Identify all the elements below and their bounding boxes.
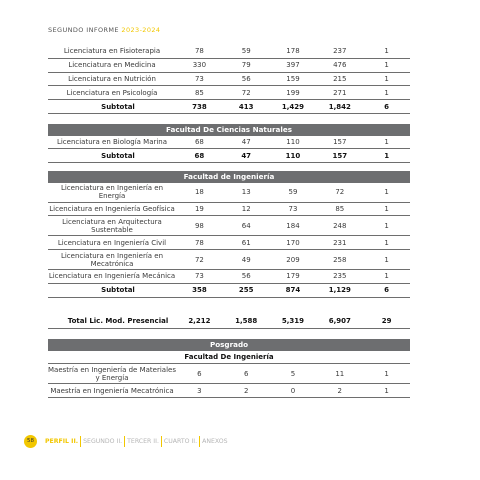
value-cell: 1 — [363, 202, 410, 216]
value-cell: 1 — [363, 136, 410, 149]
program-name-cell: Licenciatura en Ingeniería Geofísica — [48, 202, 176, 216]
value-cell: 237 — [316, 45, 363, 58]
value-cell: 738 — [176, 100, 223, 114]
value-cell: 330 — [176, 58, 223, 72]
value-cell: 59 — [270, 183, 317, 203]
header-year: 2023-2024 — [121, 26, 161, 34]
table-row — [48, 384, 410, 398]
value-cell: 6 — [363, 283, 410, 297]
table-engineering — [48, 171, 410, 298]
value-cell: 397 — [270, 58, 317, 72]
value-cell: 255 — [223, 283, 270, 297]
value-cell: 1 — [363, 364, 410, 384]
table-row — [48, 364, 410, 384]
value-cell: 1 — [363, 236, 410, 250]
value-cell: 2 — [223, 384, 270, 398]
program-name-cell: Licenciatura en Ingeniería en Energía — [48, 183, 176, 203]
value-cell: 157 — [316, 136, 363, 149]
value-cell: 56 — [223, 270, 270, 284]
value-cell: 29 — [363, 315, 410, 328]
footer-nav-item[interactable]: ANEXOS — [202, 437, 228, 445]
program-name-cell: Licenciatura en Biología Marina — [48, 136, 176, 149]
value-cell: 61 — [223, 236, 270, 250]
value-cell: 18 — [176, 183, 223, 203]
value-cell: 0 — [270, 384, 317, 398]
table-health-sciences — [48, 45, 410, 114]
value-cell: 79 — [223, 58, 270, 72]
table-row — [48, 86, 410, 100]
program-name-cell: Licenciatura en Ingeniería Mecánica — [48, 270, 176, 284]
value-cell: 2,212 — [176, 315, 223, 328]
footer-divider — [124, 436, 125, 447]
value-cell: 78 — [176, 236, 223, 250]
table-row — [48, 202, 410, 216]
value-cell: 13 — [223, 183, 270, 203]
value-cell: 258 — [316, 250, 363, 270]
value-cell: 49 — [223, 250, 270, 270]
value-cell: 1 — [363, 149, 410, 163]
table-row — [48, 72, 410, 86]
section-header-row — [48, 351, 410, 364]
value-cell: 5,319 — [270, 315, 317, 328]
table-row — [48, 100, 410, 114]
program-name-cell: Licenciatura en Ingeniería Civil — [48, 236, 176, 250]
footer-nav-item[interactable]: TERCER II. — [127, 437, 159, 445]
value-cell: 1,129 — [316, 283, 363, 297]
table-row — [48, 183, 410, 203]
section-header-row — [48, 171, 410, 183]
value-cell: 11 — [316, 364, 363, 384]
value-cell: 72 — [176, 250, 223, 270]
value-cell: 184 — [270, 216, 317, 236]
program-name-cell: Licenciatura en Fisioterapia — [48, 45, 176, 58]
section-header-row — [48, 339, 410, 351]
value-cell: 72 — [223, 86, 270, 100]
table-row — [48, 283, 410, 297]
value-cell: 271 — [316, 86, 363, 100]
value-cell: 215 — [316, 72, 363, 86]
section-title: Facultad De Ciencias Naturales — [48, 124, 410, 136]
table-row — [48, 250, 410, 270]
value-cell: 3 — [176, 384, 223, 398]
program-name-cell: Licenciatura en Nutrición — [48, 72, 176, 86]
value-cell: 110 — [270, 149, 317, 163]
document-footer — [24, 435, 228, 447]
table-natural-sciences — [48, 124, 410, 163]
value-cell: 157 — [316, 149, 363, 163]
value-cell: 1 — [363, 270, 410, 284]
value-cell: 6 — [363, 100, 410, 114]
value-cell: 85 — [176, 86, 223, 100]
value-cell: 178 — [270, 45, 317, 58]
program-name-cell: Licenciatura en Ingeniería en Mecatrónica — [48, 250, 176, 270]
value-cell: 1 — [363, 250, 410, 270]
value-cell: 209 — [270, 250, 317, 270]
value-cell: 1 — [363, 86, 410, 100]
document-header — [48, 26, 160, 34]
value-cell: 73 — [176, 270, 223, 284]
value-cell: 231 — [316, 236, 363, 250]
value-cell: 1,842 — [316, 100, 363, 114]
value-cell: 5 — [270, 364, 317, 384]
table-row — [48, 136, 410, 149]
table-row — [48, 45, 410, 58]
value-cell: 235 — [316, 270, 363, 284]
footer-divider — [199, 436, 200, 447]
section-title: Posgrado — [48, 339, 410, 351]
value-cell: 72 — [316, 183, 363, 203]
value-cell: 358 — [176, 283, 223, 297]
table-row — [48, 315, 410, 328]
footer-nav-item[interactable]: CUARTO II. — [163, 437, 198, 445]
program-name-cell: Subtotal — [48, 149, 176, 163]
value-cell: 56 — [223, 72, 270, 86]
value-cell: 159 — [270, 72, 317, 86]
program-name-cell: Licenciatura en Arquitectura Sustentable — [48, 216, 176, 236]
value-cell: 413 — [223, 100, 270, 114]
table-row — [48, 236, 410, 250]
value-cell: 85 — [316, 202, 363, 216]
page-number: 58 — [24, 435, 37, 448]
value-cell: 170 — [270, 236, 317, 250]
value-cell: 110 — [270, 136, 317, 149]
value-cell: 1 — [363, 384, 410, 398]
value-cell: 1,429 — [270, 100, 317, 114]
table-row — [48, 149, 410, 163]
value-cell: 19 — [176, 202, 223, 216]
program-name-cell: Maestría en Ingeniería Mecatrónica — [48, 384, 176, 398]
value-cell: 874 — [270, 283, 317, 297]
section-header-row — [48, 124, 410, 136]
value-cell: 2 — [316, 384, 363, 398]
value-cell: 6,907 — [316, 315, 363, 328]
value-cell: 47 — [223, 149, 270, 163]
program-name-cell: Licenciatura en Medicina — [48, 58, 176, 72]
footer-divider — [80, 436, 81, 447]
value-cell: 73 — [176, 72, 223, 86]
table-total — [48, 315, 410, 329]
table-row — [48, 58, 410, 72]
table-row — [48, 270, 410, 284]
value-cell: 68 — [176, 149, 223, 163]
program-name-cell: Subtotal — [48, 283, 176, 297]
value-cell: 179 — [270, 270, 317, 284]
value-cell: 47 — [223, 136, 270, 149]
value-cell: 199 — [270, 86, 317, 100]
value-cell: 78 — [176, 45, 223, 58]
value-cell: 98 — [176, 216, 223, 236]
value-cell: 6 — [223, 364, 270, 384]
program-name-cell: Subtotal — [48, 100, 176, 114]
footer-nav-item[interactable]: PERFIL II. — [45, 437, 79, 445]
footer-divider — [161, 436, 162, 447]
value-cell: 1 — [363, 216, 410, 236]
table-posgrado — [48, 339, 410, 398]
value-cell: 1 — [363, 72, 410, 86]
value-cell: 73 — [270, 202, 317, 216]
value-cell: 1 — [363, 183, 410, 203]
footer-nav-item[interactable]: SEGUNDO II. — [83, 437, 123, 445]
value-cell: 476 — [316, 58, 363, 72]
value-cell: 248 — [316, 216, 363, 236]
value-cell: 1 — [363, 45, 410, 58]
value-cell: 1,588 — [223, 315, 270, 328]
section-title: Facultad de Ingeniería — [48, 171, 410, 183]
value-cell: 68 — [176, 136, 223, 149]
value-cell: 6 — [176, 364, 223, 384]
value-cell: 59 — [223, 45, 270, 58]
value-cell: 12 — [223, 202, 270, 216]
value-cell: 64 — [223, 216, 270, 236]
table-row — [48, 216, 410, 236]
program-name-cell: Maestría en Ingeniería de Materiales y Energía — [48, 365, 176, 382]
program-name-cell: Licenciatura en Psicología — [48, 86, 176, 100]
program-name-cell: Total Lic. Mod. Presencial — [48, 315, 176, 328]
value-cell: 1 — [363, 58, 410, 72]
section-title: Facultad De Ingeniería — [48, 351, 410, 364]
header-prefix: SEGUNDO INFORME — [48, 26, 122, 34]
